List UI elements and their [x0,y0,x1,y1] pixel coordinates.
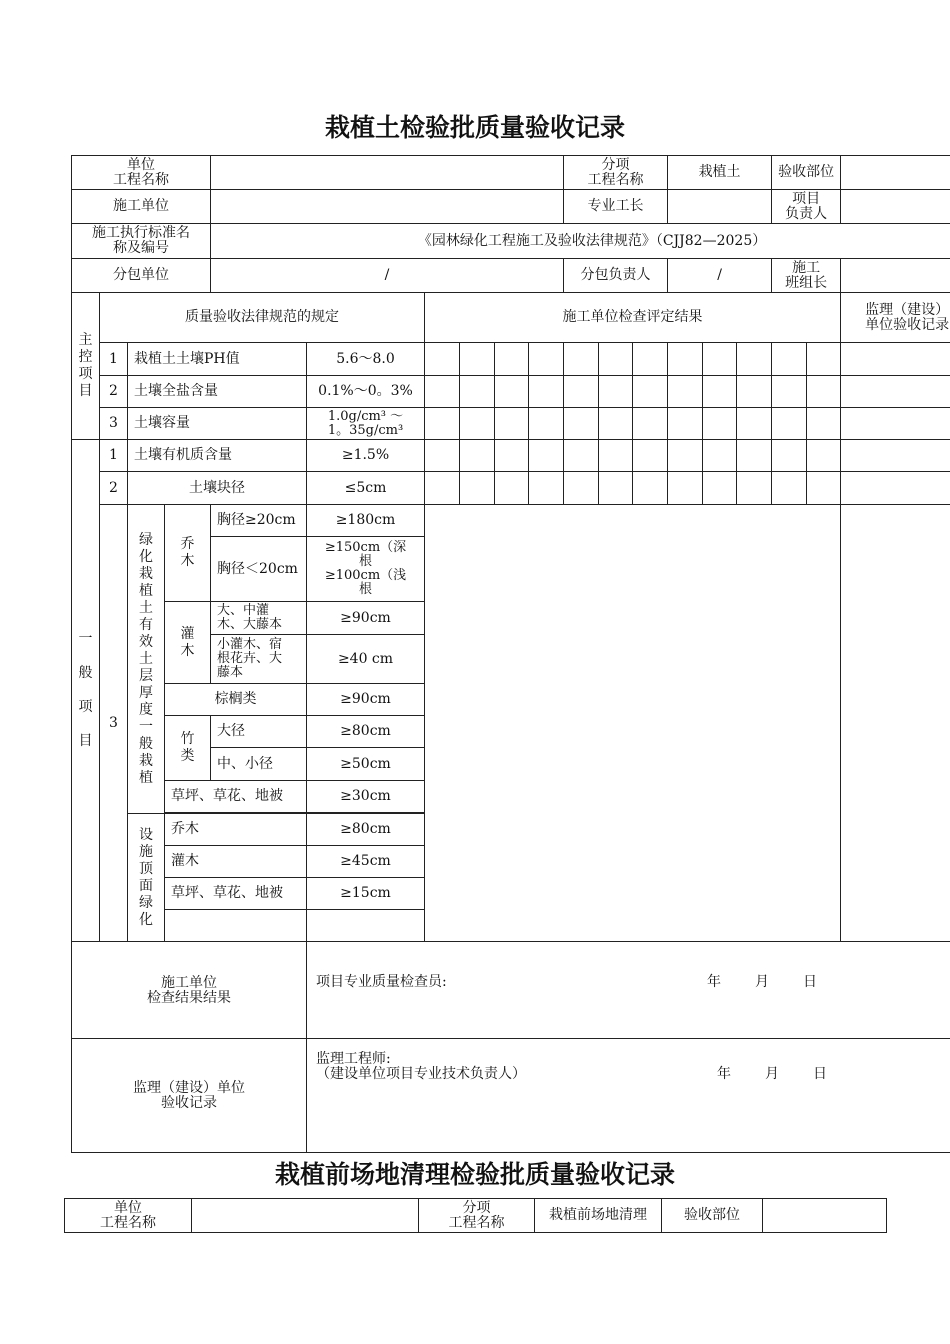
result-cell[interactable] [772,472,807,505]
result-cell[interactable] [564,343,599,376]
spec-column-header: 质量验收法律规范的规定 [100,293,425,343]
standard-value: 《园林绿化工程施工及验收法律规范》（CJJ82—2025） [211,224,950,259]
result-cell[interactable] [529,376,564,408]
row-number: 3 [100,505,128,942]
date-day: 日 [803,974,817,990]
result-cell[interactable] [495,376,529,408]
result-cell[interactable] [737,472,772,505]
result-cell[interactable] [668,440,703,472]
result-cell[interactable] [807,343,841,376]
part-value [841,156,950,190]
main-control-label: 主 控 项 目 [72,293,100,440]
result-cell[interactable] [460,472,495,505]
result-cell[interactable] [460,343,495,376]
result-cell[interactable] [495,472,529,505]
result-cell[interactable] [495,343,529,376]
item-spec: ≥1.5% [307,440,425,472]
item-name [165,910,307,942]
subcontractor-label: 分包单位 [72,259,211,293]
subcontractor-manager-label: 分包负责人 [564,259,668,293]
general-items-label: 一 般 项 目 [72,440,100,942]
item-spec [307,910,425,942]
team-leader-label: 施工 班组长 [772,259,841,293]
result-cell[interactable] [460,376,495,408]
result-cell[interactable] [772,440,807,472]
item-name: 乔木 [165,814,307,846]
result-cell[interactable] [460,408,495,440]
item-name: 土壤全盐含量 [128,376,307,408]
table-row [72,472,950,505]
result-cell[interactable] [495,408,529,440]
row-number: 2 [100,472,128,505]
item-spec: ≥180cm [307,505,425,537]
item-name: 灌木 [165,846,307,878]
date-day: 日 [813,1065,827,1082]
item-spec: 1.0g/cm³ ～ 1。35g/cm³ [307,408,425,440]
builder-result-label: 施工单位 检查结果结果 [72,942,307,1039]
item-spec: 0.1%～0。3% [307,376,425,408]
result-cell[interactable] [703,408,737,440]
result-cell[interactable] [425,440,460,472]
item-spec: ≥80cm [307,716,425,748]
result-cell[interactable] [564,408,599,440]
result-cell[interactable] [703,472,737,505]
unit-name-value [211,156,564,190]
result-cell[interactable] [633,343,668,376]
supervision-record-label: 监理（建设）单位 验收记录 [72,1039,307,1153]
result-cell[interactable] [425,376,460,408]
result-cell[interactable] [425,408,460,440]
row-number: 2 [100,376,128,408]
result-cell[interactable] [807,376,841,408]
row-number: 1 [100,440,128,472]
result-cell[interactable] [564,440,599,472]
item-name: 中、小径 [211,748,307,781]
bamboo-category-label: 竹 类 [165,716,211,781]
result-cell[interactable] [703,343,737,376]
result-cell[interactable] [807,472,841,505]
result-cell[interactable] [737,376,772,408]
item-name: 胸径≥20cm [211,505,307,537]
item-name: 栽植土土壤PH值 [128,343,307,376]
item-name: 土壤容量 [128,408,307,440]
date-year: 年 [717,1065,731,1082]
result-cell[interactable] [737,440,772,472]
result-cell[interactable] [495,440,529,472]
sub-item-value: 栽植土 [668,156,772,190]
result-cell[interactable] [703,440,737,472]
builder-label: 施工单位 [72,190,211,224]
result-cell[interactable] [460,440,495,472]
inspector-label: 项目专业质量检查员: [316,974,447,990]
inspection-table [71,155,950,1153]
supervision-cell[interactable] [841,408,950,440]
unit-name-value [192,1199,419,1233]
pm-label: 项目 负责人 [772,190,841,224]
standard-label: 施工执行标准名 称及编号 [72,224,211,259]
tree-category-label: 乔 木 [165,505,211,602]
result-cell[interactable] [633,376,668,408]
supervision-cell[interactable] [841,376,950,408]
item-spec: ≥90cm [307,602,425,635]
table-row [72,376,950,408]
general-supervision-area[interactable] [841,505,950,942]
item-spec: ≥50cm [307,748,425,781]
foreman-value [668,190,772,224]
result-column-header: 施工单位检查评定结果 [425,293,841,343]
supervision-cell[interactable] [841,440,950,472]
supervision-record-area[interactable] [307,1039,950,1153]
result-cell[interactable] [599,408,633,440]
result-cell[interactable] [772,408,807,440]
result-cell[interactable] [807,408,841,440]
result-cell[interactable] [668,343,703,376]
table-row [72,408,950,440]
shrub-category-label: 灌 木 [165,602,211,684]
builder-value [211,190,564,224]
result-cell[interactable] [633,408,668,440]
sub-item-label: 分项 工程名称 [419,1199,535,1233]
supervision-engineer-label: 监理工程师: （建设单位项目专业技术负责人） [316,1050,526,1082]
result-cell[interactable] [564,472,599,505]
date-month: 月 [755,974,769,990]
row-number: 1 [100,343,128,376]
result-cell[interactable] [772,376,807,408]
builder-result-area[interactable] [307,942,950,1039]
sub-item-label: 分项 工程名称 [564,156,668,190]
result-cell[interactable] [529,343,564,376]
item-spec: 5.6～8.0 [307,343,425,376]
item-spec: ≥90cm [307,684,425,716]
item-spec: ≥45cm [307,846,425,878]
item-spec: ≥80cm [307,814,425,846]
subcontractor-value: / [211,259,564,293]
item-name: 胸径＜20cm [211,537,307,602]
supervision-column-header: 监理（建设） 单位验收记录 [841,293,950,343]
sub-item-value: 栽植前场地清理 [535,1199,662,1233]
row-number: 3 [100,408,128,440]
result-cell[interactable] [703,376,737,408]
date-year: 年 [707,974,721,990]
team-leader-value [841,259,950,293]
item-spec: ≥40 cm [307,635,425,684]
item-name: 土壤块径 [128,472,307,505]
supervision-cell[interactable] [841,343,950,376]
result-cell[interactable] [599,376,633,408]
part-label: 验收部位 [772,156,841,190]
date-month: 月 [765,1065,779,1082]
item-spec: ≥150cm（深 根 ≥100cm（浅 根 [307,537,425,602]
second-inspection-table [64,1198,887,1233]
item-name: 土壤有机质含量 [128,440,307,472]
subcontractor-manager-value: / [668,259,772,293]
result-cell[interactable] [425,472,460,505]
item-name: 大径 [211,716,307,748]
unit-name-label: 单位 工程名称 [65,1199,192,1233]
result-cell[interactable] [599,343,633,376]
item-spec: ≥30cm [307,781,425,813]
result-cell[interactable] [668,408,703,440]
result-cell[interactable] [737,343,772,376]
item-spec: ≥15cm [307,878,425,910]
page-title: 栽植土检验批质量验收记录 [324,113,625,142]
item-name: 小灌木、宿 根花卉、大 藤本 [211,635,307,684]
item-name: 草坪、草花、地被 [165,781,307,813]
table-row [72,505,950,537]
table-row [72,440,950,472]
result-cell[interactable] [668,376,703,408]
greening-soil-group-label: 绿 化 栽 植 土 有 效 土 层 厚 度 一 般 栽 植 [128,505,165,814]
item-name: 大、中灌 木、大藤本 [211,602,307,635]
result-cell[interactable] [425,343,460,376]
result-cell[interactable] [564,376,599,408]
supervision-cell[interactable] [841,472,950,505]
result-cell[interactable] [668,472,703,505]
table-row [72,343,950,376]
second-page-title: 栽植前场地清理检验批质量验收记录 [274,1160,675,1189]
item-name: 草坪、草花、地被 [165,878,307,910]
result-cell[interactable] [633,440,668,472]
result-cell[interactable] [737,408,772,440]
foreman-label: 专业工长 [564,190,668,224]
part-label: 验收部位 [662,1199,763,1233]
general-result-area[interactable] [425,505,841,942]
result-cell[interactable] [529,472,564,505]
pm-value [841,190,950,224]
item-spec: ≤5cm [307,472,425,505]
result-cell[interactable] [599,440,633,472]
result-cell[interactable] [529,408,564,440]
result-cell[interactable] [529,440,564,472]
result-cell[interactable] [599,472,633,505]
item-name: 棕榈类 [165,684,307,716]
roof-greening-group-label: 设 施 顶 面 绿 化 [128,814,165,942]
part-value [763,1199,887,1233]
unit-name-label: 单位 工程名称 [72,156,211,190]
result-cell[interactable] [807,440,841,472]
result-cell[interactable] [772,343,807,376]
result-cell[interactable] [633,472,668,505]
